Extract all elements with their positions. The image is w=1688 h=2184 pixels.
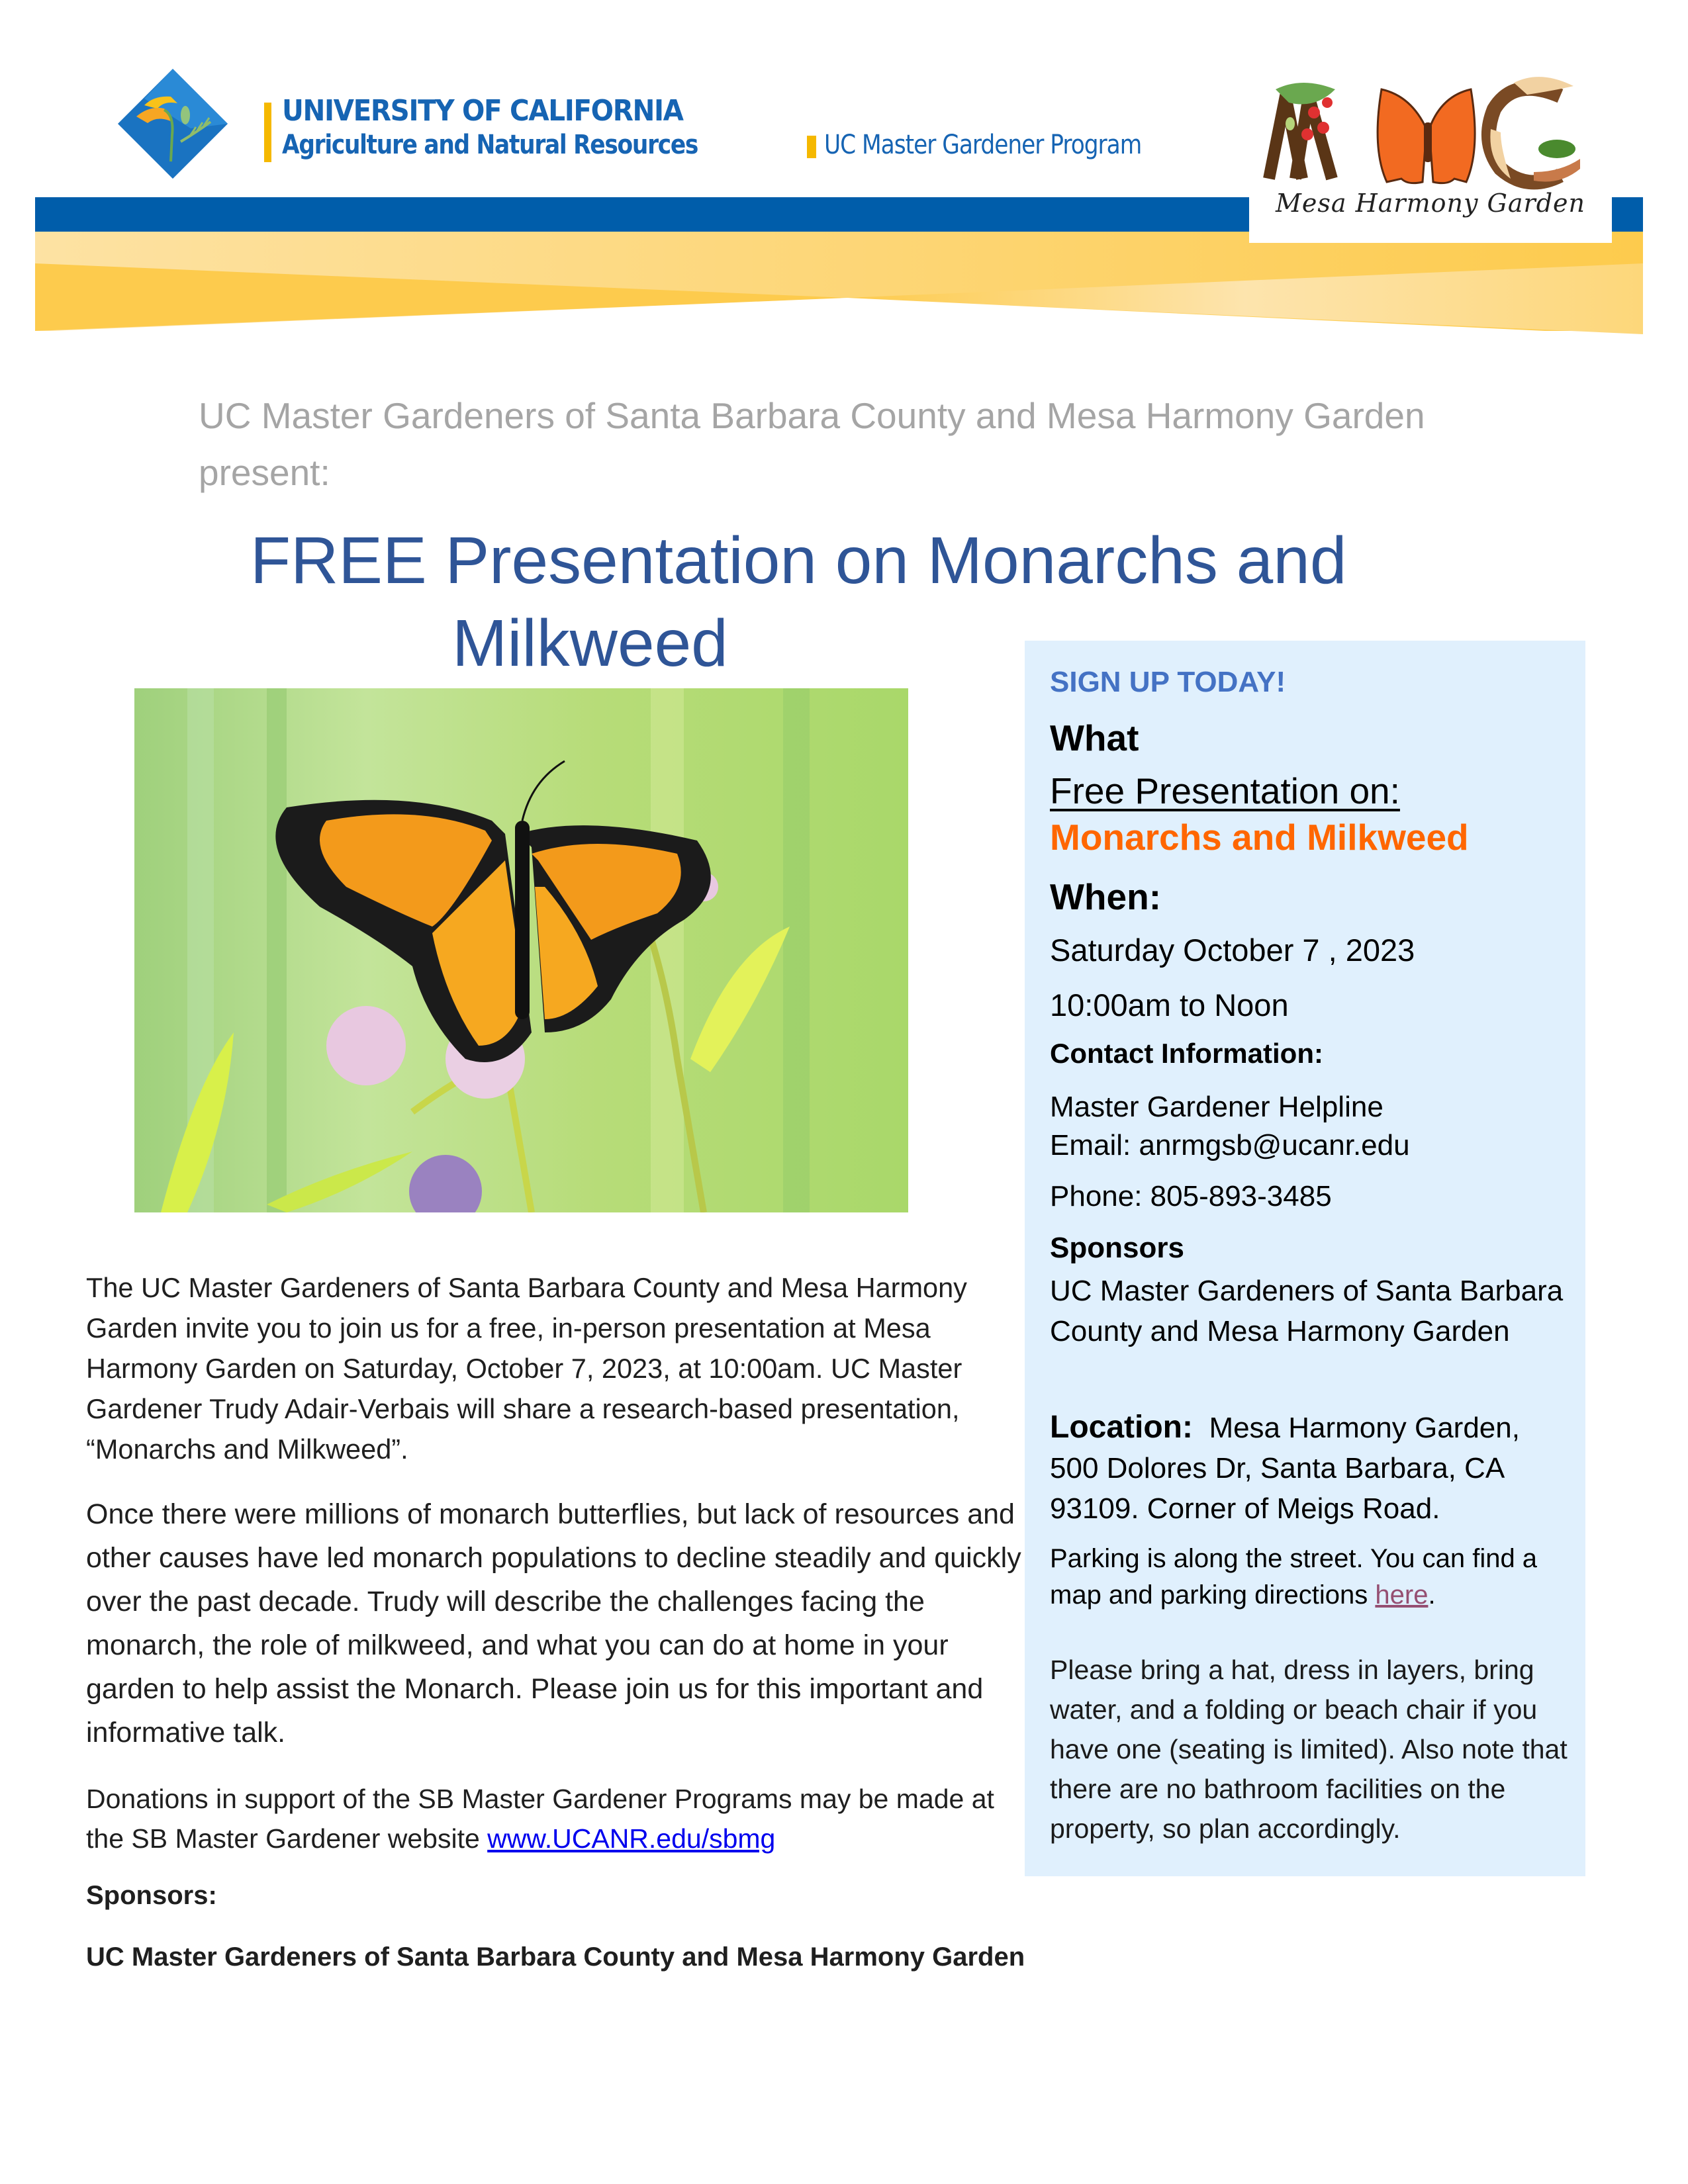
topic-title: Monarchs and Milkweed bbox=[1050, 817, 1469, 858]
monarch-butterfly-photo bbox=[134, 688, 908, 1212]
what-label: What bbox=[1050, 717, 1139, 758]
program-gold-bar bbox=[807, 136, 816, 158]
sponsors-names: UC Master Gardeners of Santa Barbara County and Mesa Harmony Garden bbox=[86, 1942, 1025, 1972]
bring-note: Please bring a hat, dress in layers, bring water, and a folding or beach chair if you have one (seating is limited). Also note that there are no bathroom facilities on the property, so plan accordingly. bbox=[1050, 1655, 1568, 1844]
parking-end: . bbox=[1428, 1580, 1436, 1610]
org-division: Agriculture and Natural Resources bbox=[282, 130, 698, 160]
intro-text: UC Master Gardeners of Santa Barbara County and Mesa Harmony Garden present: bbox=[199, 395, 1425, 493]
what-line: Free Presentation on: bbox=[1050, 770, 1400, 811]
location-block bbox=[1050, 1407, 1573, 1529]
donations-text: Donations in support of the SB Master Gardener Programs may be made at the SB Master Gardener website bbox=[86, 1784, 994, 1854]
parking-info bbox=[1050, 1541, 1573, 1614]
contact-label: Contact Information: bbox=[1050, 1038, 1323, 1069]
ucop-gold-bar bbox=[264, 103, 271, 162]
donations-link[interactable]: www.UCANR.edu/sbmg bbox=[487, 1823, 776, 1854]
when-label: When: bbox=[1050, 876, 1162, 917]
parking-directions-link[interactable]: here bbox=[1375, 1580, 1429, 1610]
mesa-harmony-garden-logo bbox=[1249, 50, 1612, 243]
sidebar-sponsors-label: Sponsors bbox=[1050, 1232, 1184, 1264]
sponsors-label: Sponsors: bbox=[86, 1881, 217, 1910]
donations-paragraph bbox=[86, 1779, 1026, 1858]
event-date: Saturday October 7 , 2023 bbox=[1050, 933, 1415, 968]
event-info-sidebar bbox=[1025, 641, 1585, 1876]
parking-text: Parking is along the street. You can find a map and parking directions bbox=[1050, 1544, 1538, 1610]
contact-phone: Phone: 805-893-3485 bbox=[1050, 1180, 1332, 1212]
description-paragraph-2: Once there were millions of monarch butterflies, but lack of resources and other causes have led monarch populations to decline steadily and quickly over the past decade. Trudy will describe the challenges facing the monarch, the role of milkweed, and what you can do at home in your garden to help assist the Monarch. Please join us for this important and informative talk. bbox=[86, 1498, 1021, 1749]
signup-heading: SIGN UP TODAY! bbox=[1050, 666, 1286, 698]
contact-email: Email: anrmgsb@ucanr.edu bbox=[1050, 1129, 1410, 1161]
program-name: UC Master Gardener Program bbox=[824, 130, 1142, 160]
org-name: UNIVERSITY OF CALIFORNIA bbox=[282, 94, 683, 128]
description-paragraph-1: The UC Master Gardeners of Santa Barbara County and Mesa Harmony Garden invite you to join us for a free, in-person presentation at Mesa Harmony Garden on Saturday, October 7, 2023, at 10:00am. UC Master Gardener Trudy Adair-Verbais will share a research-based presentation, “Monarchs and Milkweed”. bbox=[86, 1272, 967, 1465]
helpline: Master Gardener Helpline bbox=[1050, 1091, 1383, 1123]
event-time: 10:00am to Noon bbox=[1050, 987, 1289, 1023]
sidebar-sponsors: UC Master Gardeners of Santa Barbara County and Mesa Harmony Garden bbox=[1050, 1275, 1564, 1347]
page-title-line1: FREE Presentation on Monarchs and bbox=[250, 523, 1347, 598]
uc-anr-logo-icon bbox=[118, 69, 228, 179]
location-address: Mesa Harmony Garden, 500 Dolores Dr, Santa Barbara, CA 93109. Corner of Meigs Road. bbox=[1050, 1412, 1520, 1525]
location-label: Location: bbox=[1050, 1410, 1193, 1445]
mhg-caption: Mesa Harmony Garden bbox=[1276, 189, 1585, 218]
page-title-line2: Milkweed bbox=[452, 606, 728, 680]
